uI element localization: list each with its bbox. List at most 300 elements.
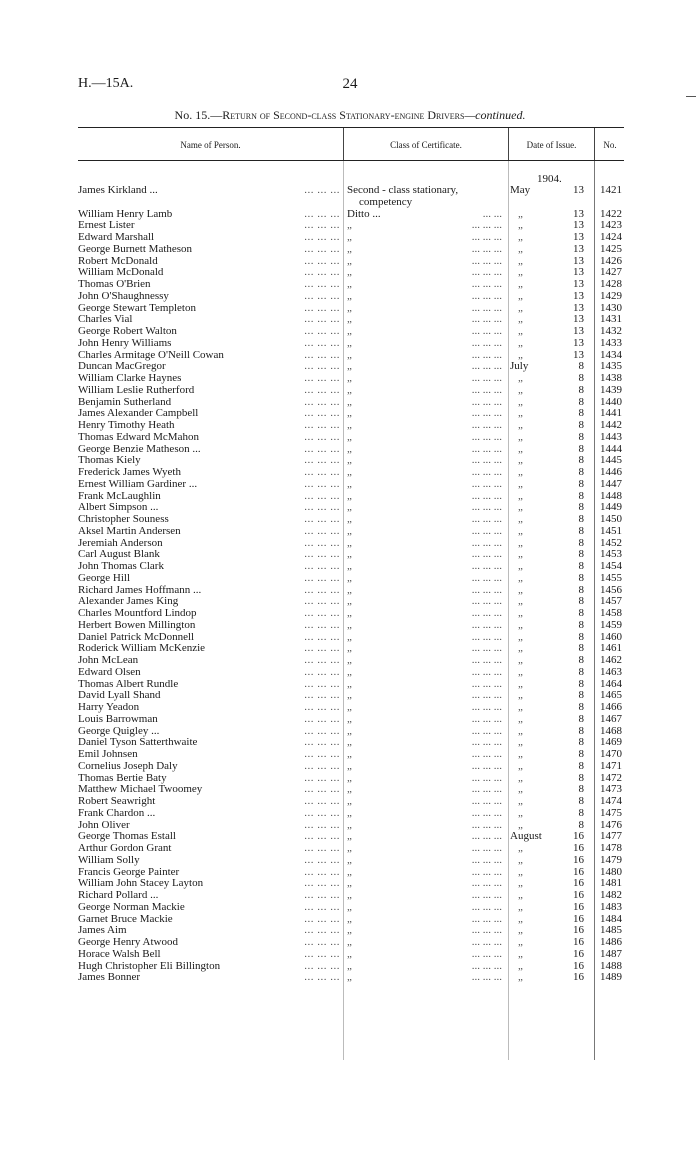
leader-dots: ... ... ... (471, 737, 502, 749)
certificate-class (347, 549, 503, 561)
issue-day: 8 (578, 783, 584, 796)
leader-dots: ... ... ... (471, 443, 502, 455)
certificate-class (347, 714, 503, 726)
certificate-number: 1471 (600, 759, 622, 772)
leader-dots: ... ... ... (471, 760, 502, 772)
ditto-mark: „ (347, 654, 352, 666)
leader-dots: ... ... ... (471, 913, 502, 925)
leader-dots: ... ... ... (471, 267, 502, 279)
leader-dots: ... ... ... (304, 220, 340, 232)
issue-day: 13 (573, 266, 584, 279)
leader-dots: ... ... ... (471, 831, 502, 843)
ditto-mark: „ (518, 701, 523, 713)
issue-day: 13 (573, 242, 584, 255)
certificate-class-continued: competency (359, 195, 413, 208)
ditto-mark: „ (518, 736, 523, 749)
ditto-mark: „ (518, 524, 523, 537)
ditto-mark: „ (518, 278, 523, 290)
certificate-number: 1465 (600, 689, 622, 702)
person-name: William Henry Lamb (78, 207, 173, 220)
leader-dots: ... ... ... (304, 514, 340, 525)
certificate-class (347, 902, 503, 914)
ditto-mark: „ (518, 889, 523, 901)
issue-day: 8 (578, 454, 584, 467)
leader-dots: ... ... ... (471, 819, 502, 831)
person-name: Albert Simpson ... (78, 501, 159, 514)
leader-dots: ... ... ... (304, 866, 340, 878)
person-name: Harry Yeadon (78, 701, 140, 713)
ditto-mark: „ (347, 348, 352, 361)
person-name: Alexander James King (78, 595, 179, 608)
certificate-number: 1429 (600, 289, 622, 302)
ditto-mark: „ (347, 936, 352, 948)
leader-dots: ... ... ... (304, 702, 340, 713)
ditto-mark: „ (347, 783, 352, 796)
ditto-mark: „ (518, 759, 523, 772)
leader-dots: ... ... ... (471, 619, 502, 631)
certificate-class (347, 949, 503, 961)
certificate-class (347, 220, 503, 232)
leader-dots: ... ... ... (304, 431, 340, 443)
issue-day: 8 (578, 607, 584, 619)
ditto-mark: „ (518, 372, 523, 384)
certificate-number: 1466 (600, 701, 622, 713)
person-name: William McDonald (78, 266, 164, 279)
certificate-class (347, 455, 503, 467)
issue-day: 8 (578, 395, 584, 408)
person-name: Frederick James Wyeth (78, 466, 181, 478)
person-name: Emil Johnsen (78, 748, 138, 760)
ditto-mark: „ (347, 571, 352, 584)
ditto-mark: „ (347, 959, 352, 972)
certificate-class (347, 784, 503, 796)
ditto-mark: „ (347, 630, 352, 643)
certificate-number: 1448 (600, 489, 622, 502)
issue-day: 16 (573, 936, 584, 948)
certificate-class (347, 561, 503, 573)
leader-dots: ... ... ... (304, 725, 340, 737)
ditto-mark: „ (518, 430, 523, 443)
ditto-mark: „ (518, 419, 523, 431)
person-name: John McLean (78, 654, 139, 666)
certificate-class (347, 937, 503, 949)
issue-day: 13 (573, 219, 584, 232)
person-name: Horace Walsh Bell (78, 947, 161, 960)
issue-day: 13 (573, 231, 584, 243)
certificate-class (347, 726, 503, 738)
person-name: William Solly (78, 853, 140, 866)
leader-dots: ... ... ... (304, 784, 340, 796)
certificate-class (347, 596, 503, 608)
ditto-mark: „ (518, 924, 523, 937)
certificate-class (347, 620, 503, 632)
certificate-number: 1435 (600, 360, 622, 373)
certificate-class (347, 843, 503, 855)
ditto-mark: „ (347, 677, 352, 690)
certificate-class (347, 890, 503, 902)
ditto-mark: „ (518, 477, 523, 490)
certificate-class (347, 690, 503, 702)
leader-dots: ... ... ... (304, 561, 340, 572)
issue-day: 8 (578, 759, 584, 772)
person-name: John Thomas Clark (78, 560, 164, 572)
certificate-class (347, 397, 503, 409)
table-row (0, 972, 700, 984)
person-name: George Thomas Estall (78, 830, 176, 843)
ditto-mark: „ (518, 842, 523, 854)
ditto-mark: „ (518, 548, 523, 561)
certificate-number: 1454 (600, 560, 622, 572)
issue-day: 8 (578, 501, 584, 514)
leader-dots: ... ... ... (304, 854, 340, 866)
ditto-mark: „ (347, 383, 352, 396)
person-name: George Hill (78, 571, 131, 584)
leader-dots: ... ... ... (471, 314, 502, 326)
ditto-mark: „ (518, 513, 523, 525)
certificate-class (347, 773, 503, 785)
certificate-class (347, 303, 503, 315)
ditto-mark: „ (347, 254, 352, 267)
certificate-number: 1442 (600, 419, 622, 431)
certificate-class (347, 314, 503, 326)
person-name: Thomas Albert Rundle (78, 677, 179, 690)
issue-day: 16 (573, 947, 584, 960)
person-name: John O'Shaughnessy (78, 289, 169, 302)
certificate-class (347, 444, 503, 456)
ditto-mark: „ (347, 618, 352, 631)
ditto-mark: „ (518, 959, 523, 972)
ditto-mark: „ (347, 900, 352, 913)
certificate-class (347, 655, 503, 667)
ditto-mark: „ (347, 665, 352, 678)
leader-dots: ... ... ... (471, 420, 502, 431)
leader-dots: ... ... ... (304, 890, 340, 901)
leader-dots: ... ... ... (471, 937, 502, 948)
person-name: John Oliver (78, 818, 130, 831)
ditto-mark: „ (518, 947, 523, 960)
certificate-class (347, 338, 503, 350)
certificate-class (347, 961, 503, 973)
issue-day: 8 (578, 419, 584, 431)
person-name: Roderick William McKenzie (78, 642, 206, 655)
certificate-number: 1487 (600, 947, 622, 960)
issue-day: 16 (573, 830, 584, 843)
certificate-class (347, 385, 503, 397)
issue-day: 16 (573, 877, 584, 890)
certificate-number: 1481 (600, 877, 622, 890)
ditto-mark: „ (347, 372, 352, 384)
ditto-mark: „ (347, 477, 352, 490)
issue-day: 8 (578, 701, 584, 713)
certificate-class (347, 573, 503, 585)
ditto-mark: „ (347, 877, 352, 890)
leader-dots: ... ... ... (471, 373, 502, 384)
leader-dots: ... ... ... (471, 478, 502, 490)
issue-day: 8 (578, 524, 584, 537)
ditto-mark: „ (347, 818, 352, 831)
ditto-mark: „ (347, 536, 352, 549)
ditto-mark: „ (347, 771, 352, 784)
ditto-mark: „ (347, 219, 352, 232)
issue-month: May (510, 184, 531, 196)
ditto-mark: „ (518, 595, 523, 608)
person-name: Thomas Edward McMahon (78, 430, 199, 443)
certificate-number: 1438 (600, 372, 622, 384)
ditto-mark: „ (347, 501, 352, 514)
ditto-mark: „ (518, 912, 523, 925)
leader-dots: ... ... ... (471, 796, 502, 807)
ditto-mark: „ (518, 407, 523, 420)
ditto-mark: „ (518, 971, 523, 984)
certificate-class (347, 502, 503, 514)
certificate-number: 1469 (600, 736, 622, 749)
person-name: Frank Chardon ... (78, 806, 156, 819)
certificate-number: 1473 (600, 783, 622, 796)
issue-day: 13 (573, 254, 584, 267)
leader-dots: ... ... ... (471, 514, 502, 525)
ditto-mark: „ (347, 266, 352, 279)
leader-dots: ... ... ... (304, 384, 340, 396)
certificate-class (347, 514, 503, 526)
certificate-class (347, 749, 503, 761)
certificate-number: 1423 (600, 219, 622, 232)
issue-day: 8 (578, 618, 584, 631)
issue-day: 16 (573, 842, 584, 854)
leader-dots: ... ... ... (471, 643, 502, 655)
certificate-number: 1482 (600, 889, 622, 901)
ditto-mark: „ (518, 219, 523, 232)
leader-dots: ... ... ... (304, 420, 340, 431)
issue-day: 16 (573, 959, 584, 972)
ditto-mark: „ (347, 407, 352, 420)
person-name: William John Stacey Layton (78, 877, 204, 890)
certificate-number: 1479 (600, 853, 622, 866)
certificate-number: 1483 (600, 900, 622, 913)
person-name: Frank McLaughlin (78, 489, 161, 502)
certificate-number: 1462 (600, 654, 622, 666)
certificate-number: 1431 (600, 313, 622, 326)
leader-dots: ... ... ... (304, 972, 340, 984)
issue-month: August (510, 830, 542, 843)
ditto-mark: „ (518, 301, 523, 314)
certificate-number: 1426 (600, 254, 622, 267)
person-name: James Aim (78, 924, 127, 937)
issue-day: 13 (573, 301, 584, 314)
ditto-mark: „ (518, 395, 523, 408)
certificate-number: 1447 (600, 477, 622, 490)
certificate-class (347, 467, 503, 479)
certificate-number: 1467 (600, 712, 622, 725)
certificate-class (347, 538, 503, 550)
certificate-number: 1439 (600, 383, 622, 396)
ditto-mark: „ (347, 454, 352, 467)
person-name: Ernest William Gardiner ... (78, 477, 198, 490)
issue-day: 13 (573, 348, 584, 361)
issue-day: 8 (578, 489, 584, 502)
certificate-class (347, 855, 503, 867)
certificate-class (347, 808, 503, 820)
certificate-class (347, 291, 503, 303)
certificate-class (347, 232, 503, 244)
issue-day: 16 (573, 912, 584, 925)
ditto-mark: „ (518, 207, 523, 220)
leader-dots: ... ... ... (471, 960, 502, 972)
certificate-class (347, 361, 503, 373)
leader-dots: ... ... ... (471, 596, 502, 608)
leader-dots: ... ... ... (471, 866, 502, 878)
person-name: George Henry Atwood (78, 936, 178, 948)
issue-day: 13 (573, 184, 584, 196)
issue-day: 8 (578, 724, 584, 737)
certificate-class (347, 761, 503, 773)
certificate-number: 1464 (600, 677, 622, 690)
person-name: Edward Marshall (78, 231, 155, 243)
certificate-number: 1453 (600, 548, 622, 561)
ditto-mark: „ (347, 689, 352, 702)
ditto-mark: „ (518, 571, 523, 584)
person-name: Carl August Blank (78, 548, 160, 561)
certificate-class (347, 585, 503, 597)
ditto-mark: „ (347, 513, 352, 525)
leader-dots: ... ... ... (304, 302, 340, 314)
person-name: Charles Armitage O'Neill Cowan (78, 348, 224, 361)
ditto-mark: „ (518, 806, 523, 819)
leader-dots: ... ... ... (471, 772, 502, 784)
certificate-number: 1452 (600, 536, 622, 549)
ditto-mark: „ (518, 665, 523, 678)
person-name: Herbert Bowen Millington (78, 618, 196, 631)
issue-day: 8 (578, 665, 584, 678)
leader-dots: ... ... ... (304, 819, 340, 831)
issue-day: 8 (578, 771, 584, 784)
certificate-number: 1475 (600, 806, 622, 819)
certificate-class (347, 256, 503, 268)
certificate-number: 1440 (600, 395, 622, 408)
leader-dots: ... ... ... (304, 255, 340, 267)
ditto-mark: „ (518, 336, 523, 349)
certificate-class (347, 831, 503, 843)
leader-dots: ... ... ... (471, 302, 502, 314)
ditto-mark: „ (518, 560, 523, 572)
ditto-mark: „ (518, 677, 523, 690)
leader-dots: ... ... ... (304, 913, 340, 925)
leader-dots: ... ... ... (471, 349, 502, 361)
ditto-mark: „ (518, 489, 523, 502)
ditto-mark: „ (518, 900, 523, 913)
issue-day: 8 (578, 430, 584, 443)
leader-dots: ... ... ... (471, 901, 502, 913)
certificate-class (347, 878, 503, 890)
ditto-mark: „ (347, 548, 352, 561)
certificate-number: 1434 (600, 348, 622, 361)
issue-day: 8 (578, 513, 584, 525)
person-name: Thomas O'Brien (78, 278, 151, 290)
ditto-mark: „ (347, 607, 352, 619)
issue-day: 16 (573, 889, 584, 901)
leader-dots: ... ... ... (304, 772, 340, 784)
certificate-number: 1428 (600, 278, 622, 290)
certificate-number: 1421 (600, 184, 622, 196)
leader-dots: ... ... ... (304, 279, 340, 290)
leader-dots: ... ... ... (304, 596, 340, 608)
person-name: James Kirkland ... (78, 184, 158, 196)
issue-day: 8 (578, 536, 584, 549)
leader-dots: ... ... ... (471, 232, 502, 243)
leader-dots: ... ... ... (304, 349, 340, 361)
leader-dots: ... ... ... (471, 361, 502, 373)
person-name: Charles Mountford Lindop (78, 607, 197, 619)
person-name: Hugh Christopher Eli Billington (78, 959, 221, 972)
leader-dots: ... ... ... (471, 631, 502, 643)
leader-dots: ... ... ... (304, 267, 340, 279)
leader-dots: ... ... ... (471, 702, 502, 713)
leader-dots: ... ... ... (471, 255, 502, 267)
person-name: Henry Timothy Heath (78, 419, 175, 431)
leader-dots: ... ... ... (304, 443, 340, 455)
issue-day: 8 (578, 595, 584, 608)
person-name: Benjamin Sutherland (78, 395, 172, 408)
ditto-mark: „ (347, 912, 352, 925)
leader-dots: ... ... ... (304, 901, 340, 913)
issue-day: 8 (578, 407, 584, 420)
issue-day: 8 (578, 360, 584, 373)
person-name: George Stewart Templeton (78, 301, 196, 314)
leader-dots: ... ... ... (304, 831, 340, 843)
leader-dots: ... ... ... (471, 549, 502, 561)
leader-dots: ... ... ... (471, 925, 502, 937)
ditto-mark: „ (347, 642, 352, 655)
leader-dots: ... ... ... (304, 373, 340, 384)
certificate-number: 1468 (600, 724, 622, 737)
leader-dots: ... ... ... (471, 843, 502, 854)
issue-day: 8 (578, 795, 584, 807)
title-suffix: —continued. (464, 108, 526, 122)
issue-day: 8 (578, 383, 584, 396)
column-header-date: Date of Issue. (526, 140, 577, 150)
ditto-mark: „ (518, 242, 523, 255)
leader-dots: ... ... (482, 208, 502, 220)
table-body (0, 185, 700, 984)
certificate-number: 1455 (600, 571, 622, 584)
leader-dots: ... ... ... (471, 572, 502, 584)
ditto-mark: „ (518, 865, 523, 878)
leader-dots: ... ... ... (304, 455, 340, 467)
ditto-mark: „ (518, 442, 523, 455)
person-name: John Henry Williams (78, 336, 172, 349)
title-main: Return of Second-class Stationary-engine Drivers (222, 108, 465, 122)
certificate-class (347, 643, 503, 655)
ditto-mark: „ (347, 712, 352, 725)
person-name: Jeremiah Anderson (78, 536, 163, 549)
certificate-number: 1459 (600, 618, 622, 631)
leader-dots: ... ... ... (471, 608, 502, 619)
ditto-mark: „ (347, 430, 352, 443)
issue-day: 8 (578, 372, 584, 384)
leader-dots: ... ... ... (471, 784, 502, 796)
certificate-class (347, 279, 503, 291)
certificate-number: 1444 (600, 442, 622, 455)
leader-dots: ... ... ... (304, 537, 340, 549)
leader-dots: ... ... ... (471, 326, 502, 337)
ditto-mark: „ (518, 712, 523, 725)
leader-dots: ... ... ... (471, 408, 502, 420)
ditto-mark: „ (347, 289, 352, 302)
leader-dots: ... ... ... (304, 185, 340, 196)
leader-dots: ... ... ... (304, 361, 340, 373)
issue-day: 8 (578, 571, 584, 584)
certificate-number: 1432 (600, 325, 622, 337)
issue-day: 8 (578, 442, 584, 455)
